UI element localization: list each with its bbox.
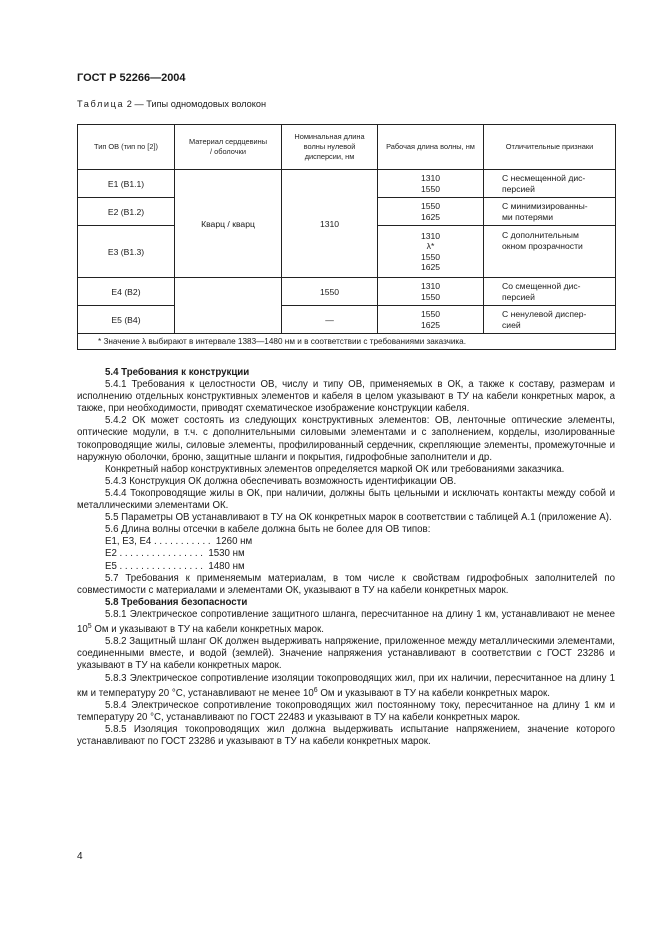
table-row bbox=[78, 170, 616, 198]
wave-value: 1310 bbox=[420, 173, 441, 183]
paragraph-5-8-1-text: 5.8.1 Электрическое сопротивление защитного шланга, пересчитанное на длину 1 км, устанавливают не менее 10 bbox=[77, 608, 615, 636]
table-caption-word: Таблица bbox=[77, 99, 125, 109]
header-cell-material: Материал сердцевины / оболочки bbox=[175, 125, 282, 170]
feature-line: С ненулевой диспер- bbox=[502, 309, 587, 319]
wave-value: 1550 bbox=[420, 309, 441, 319]
paragraph-5-4-2: 5.4.2 ОК может состоять из следующих конструктивных элементов: ОВ, ленточные оптические элементы, оптические модули, в т.ч. с дополнительными силовыми элементами и с заполнением, корделы, изолированные токопроводящие жилы, силовые элементы, профилированный сердечник, скрепляющие элементы, промежуточные и наружную оболочки, броню, защитные шланги и покрытия, гидрофобные заполнители и др. bbox=[77, 415, 615, 463]
wave-value: 1550 bbox=[420, 201, 441, 211]
paragraph-5-8-1 bbox=[77, 609, 615, 636]
cell-feature bbox=[484, 226, 616, 278]
document-header: ГОСТ Р 52266—2004 bbox=[77, 72, 186, 84]
wave-value: 1625 bbox=[420, 211, 441, 222]
cutoff-line-e2: E2 . . . . . . . . . . . . . . . . 1530 нм bbox=[105, 548, 245, 560]
cell-type: E2 (B1.2) bbox=[78, 198, 175, 226]
wave-value: 1310 bbox=[420, 230, 441, 241]
cell-waves bbox=[378, 278, 484, 306]
section-heading-5-8: 5.8 Требования безопасности bbox=[105, 596, 248, 608]
paragraph-5-4-1: 5.4.1 Требования к целостности ОВ, числу и типу ОВ, применяемых в ОК, а также к составу, размерам и исполнению отдельных конструктивных элементов и кабеля в целом указывают в ТУ на кабели конкретных марок, а также, при необходимости, приводят схематическое изображение конструкции кабеля. bbox=[77, 379, 615, 415]
feature-line: персией bbox=[502, 183, 535, 194]
feature-line: Со смещенной дис- bbox=[502, 281, 581, 291]
main-text bbox=[77, 367, 615, 748]
cell-type: E4 (B2) bbox=[78, 278, 175, 306]
feature-line: сией bbox=[502, 319, 521, 330]
wave-value: 1550 bbox=[420, 183, 441, 194]
paragraph-5-8-5: 5.8.5 Изоляция токопроводящих жил должна выдерживать испытание напряжением, значение которого устанавливают по ГОСТ 23286 и указывают в ТУ на кабели конкретных марок. bbox=[77, 724, 615, 748]
feature-line: С дополнительным bbox=[502, 230, 579, 240]
paragraph-5-4-4: 5.4.4 Токопроводящие жилы в ОК, при наличии, должны быть цельными и исключать контакты между собой и металлическими элементами ОК. bbox=[77, 487, 615, 512]
table-header-row bbox=[78, 125, 616, 170]
cutoff-line-e5: E5 . . . . . . . . . . . . . . . . 1480 нм bbox=[105, 560, 245, 572]
feature-line: окном прозрачности bbox=[502, 240, 583, 251]
superscript: 6 bbox=[313, 686, 318, 694]
header-cell-working-wavelength: Рабочая длина волны, нм bbox=[378, 125, 484, 170]
table-row bbox=[78, 278, 616, 306]
wave-value: λ* bbox=[426, 241, 435, 251]
cell-zero-dispersion-dash: — bbox=[282, 306, 378, 334]
section-heading-5-4: 5.4 Требования к конструкции bbox=[105, 367, 250, 378]
paragraph-5-6: 5.6 Длина волны отсечки в кабеле должна быть не более для ОВ типов: bbox=[105, 524, 431, 536]
cell-waves bbox=[378, 198, 484, 226]
paragraph-5-4-3: 5.4.3 Конструкция ОК должна обеспечивать возможность идентификации ОВ. bbox=[105, 475, 457, 487]
paragraph-5-8-1-text-end: Ом и указывают в ТУ на кабели конкретных марок. bbox=[91, 624, 324, 636]
feature-line: ми потерями bbox=[502, 211, 554, 222]
cell-material-empty bbox=[175, 278, 282, 334]
feature-line: С несмещенной дис- bbox=[502, 173, 586, 183]
cell-feature bbox=[484, 306, 616, 334]
cutoff-line-e1-e3-e4: E1, E3, E4 . . . . . . . . . . . 1260 нм bbox=[105, 536, 253, 548]
paragraph-5-4-2-b: Конкретный набор конструктивных элементов определяется маркой ОК или требованиями заказчика. bbox=[105, 463, 565, 475]
paragraph-5-5: 5.5 Параметры ОВ устанавливают в ТУ на ОК конкретных марок в соответствии с таблицей А.1 (приложение А). bbox=[105, 512, 612, 524]
cell-feature bbox=[484, 278, 616, 306]
paragraph-5-8-2: 5.8.2 Защитный шланг ОК должен выдерживать напряжение, приложенное между металлическими элементами, соединенными вместе, и водой (землей). Значение напряжения устанавливают в соответствии с ГОСТ 23286 и указывают в ТУ на кабели конкретных марок. bbox=[77, 636, 615, 672]
table-footnote: * Значение λ выбирают в интервале 1383—1480 нм и в соответствии с требованиями заказчика. bbox=[78, 334, 616, 350]
paragraph-5-7: 5.7 Требования к применяемым материалам, в том числе к свойствам гидрофобных заполнителей по совместимости с материалами и элементами ОК, указывают в ТУ на кабели конкретных марок. bbox=[77, 572, 615, 596]
fiber-types-table bbox=[77, 124, 616, 350]
feature-line: С минимизированны- bbox=[502, 201, 588, 211]
superscript: 5 bbox=[87, 622, 92, 630]
wave-value: 1625 bbox=[420, 262, 441, 272]
cell-type: E5 (B4) bbox=[78, 306, 175, 334]
cell-zero-dispersion-1310: 1310 bbox=[282, 170, 378, 278]
header-cell-features: Отличительные признаки bbox=[484, 125, 616, 170]
paragraph-5-8-3-text: 5.8.3 Электрическое сопротивление изоляции токопроводящих жил, при их наличии, пересчитанное на длину 1 км и температуру 20 °С, устанавливают не менее 10 bbox=[77, 672, 615, 699]
cell-waves bbox=[378, 170, 484, 198]
wave-value: 1550 bbox=[420, 251, 441, 262]
header-cell-zero-dispersion: Номинальная длина волны нулевой дисперсии, нм bbox=[282, 125, 378, 170]
cell-type: E1 (B1.1) bbox=[78, 170, 175, 198]
cell-feature bbox=[484, 170, 616, 198]
paragraph-5-8-4: 5.8.4 Электрическое сопротивление токопроводящих жил постоянному току, пересчитанное на длину 1 км и температуру 20 °С, устанавливают по ГОСТ 22483 и указывают в ТУ на кабели конкретных марок. bbox=[77, 700, 615, 724]
cell-waves bbox=[378, 226, 484, 278]
page-number: 4 bbox=[77, 851, 83, 862]
table-row bbox=[78, 306, 616, 334]
cell-feature bbox=[484, 198, 616, 226]
table-caption-text: — Типы одномодовых волокон bbox=[134, 99, 267, 109]
table-caption-number: 2 bbox=[126, 99, 132, 109]
cell-material-merged: Кварц / кварц bbox=[175, 170, 282, 278]
wave-value: 1310 bbox=[420, 281, 441, 291]
cell-waves bbox=[378, 306, 484, 334]
cell-type: E3 (B1.3) bbox=[78, 226, 175, 278]
header-cell-type: Тип ОВ (тип по [2]) bbox=[78, 125, 175, 170]
paragraph-5-8-3 bbox=[77, 673, 615, 700]
wave-value: 1550 bbox=[420, 291, 441, 302]
feature-line: персией bbox=[502, 291, 535, 302]
wave-value: 1625 bbox=[420, 319, 441, 330]
paragraph-5-8-3-text-end: Ом и указывают в ТУ на кабели конкретных марок. bbox=[317, 687, 550, 699]
table-caption bbox=[77, 99, 266, 109]
cell-zero-dispersion-1550: 1550 bbox=[282, 278, 378, 306]
table-footnote-row bbox=[78, 334, 616, 350]
